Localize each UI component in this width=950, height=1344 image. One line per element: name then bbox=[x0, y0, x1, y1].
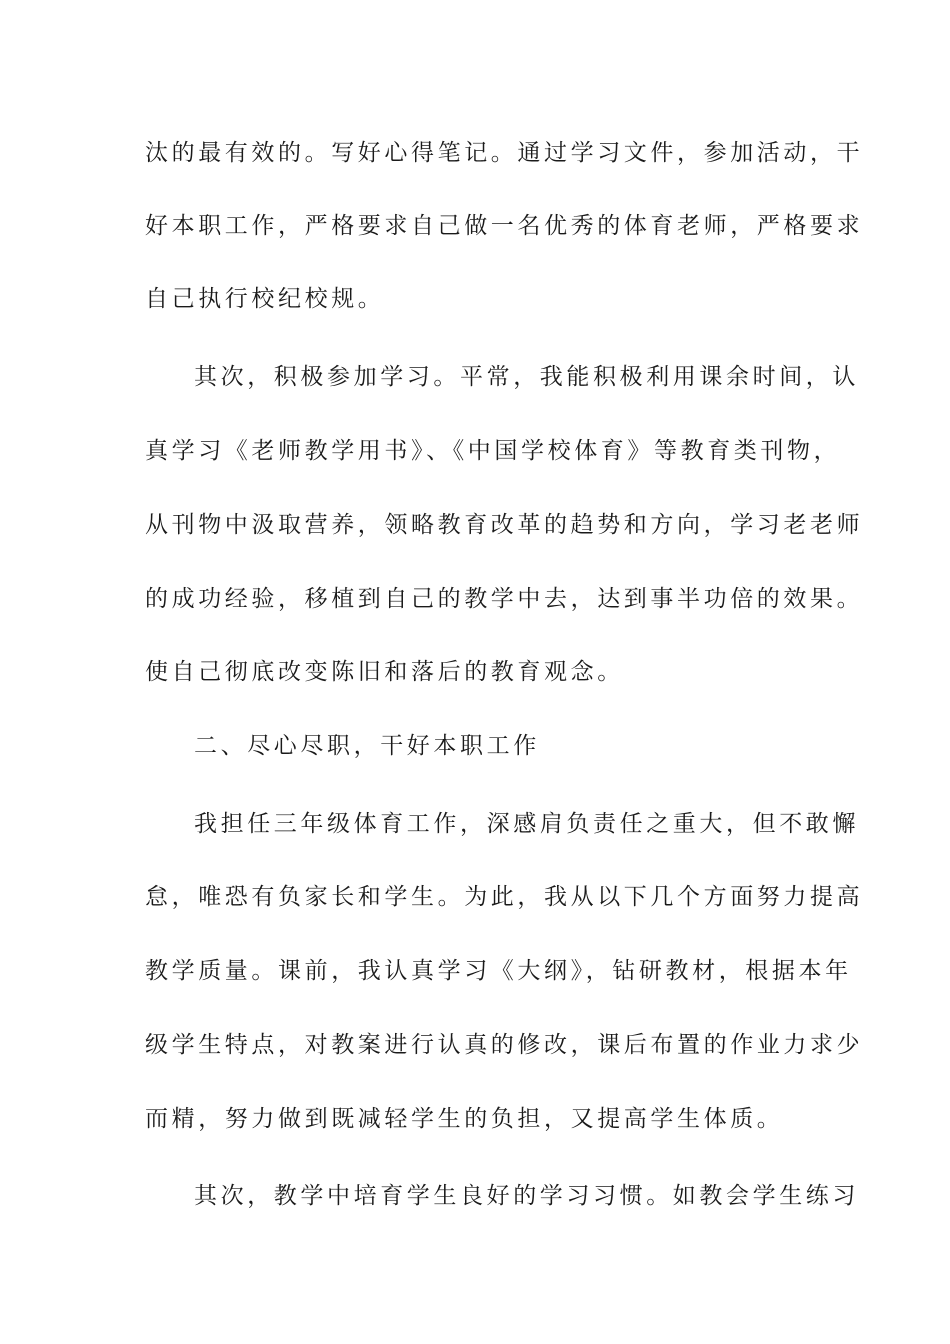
paragraph-line: 好本职工作，严格要求自己做一名优秀的体育老师，严格要求 bbox=[145, 213, 864, 239]
paragraph-line: 教学质量。课前，我认真学习《大纲》，钻研教材，根据本年 bbox=[145, 958, 852, 984]
paragraph-line: 使自己彻底改变陈旧和落后的教育观念。 bbox=[145, 659, 624, 685]
paragraph-line: 的成功经验，移植到自己的教学中去，达到事半功倍的效果。 bbox=[145, 586, 864, 612]
paragraph-line: 其次，教学中培育学生良好的学习习惯。如教会学生练习 bbox=[194, 1183, 859, 1209]
paragraph-line: 其次，积极参加学习。平常，我能积极利用课余时间，认 bbox=[194, 364, 859, 390]
paragraph-line: 从刊物中汲取营养，领略教育改革的趋势和方向，学习老老师 bbox=[145, 512, 864, 538]
paragraph-line: 级学生特点，对教案进行认真的修改，课后布置的作业力求少 bbox=[145, 1032, 864, 1058]
paragraph-line: 我担任三年级体育工作，深感肩负责任之重大，但不敢懈 bbox=[194, 811, 859, 837]
paragraph-line: 自己执行校纪校规。 bbox=[145, 286, 385, 312]
paragraph-line: 而精，努力做到既减轻学生的负担，又提高学生体质。 bbox=[145, 1106, 784, 1132]
paragraph-line: 真学习《老师教学用书》、《中国学校体育》等教育类刊物， bbox=[145, 438, 841, 464]
paragraph-line: 汰的最有效的。写好心得笔记。通过学习文件，参加活动，干 bbox=[145, 140, 864, 166]
paragraph-line: 怠，唯恐有负家长和学生。为此，我从以下几个方面努力提高 bbox=[145, 884, 864, 910]
section-heading: 二、尽心尽职，干好本职工作 bbox=[194, 733, 540, 759]
